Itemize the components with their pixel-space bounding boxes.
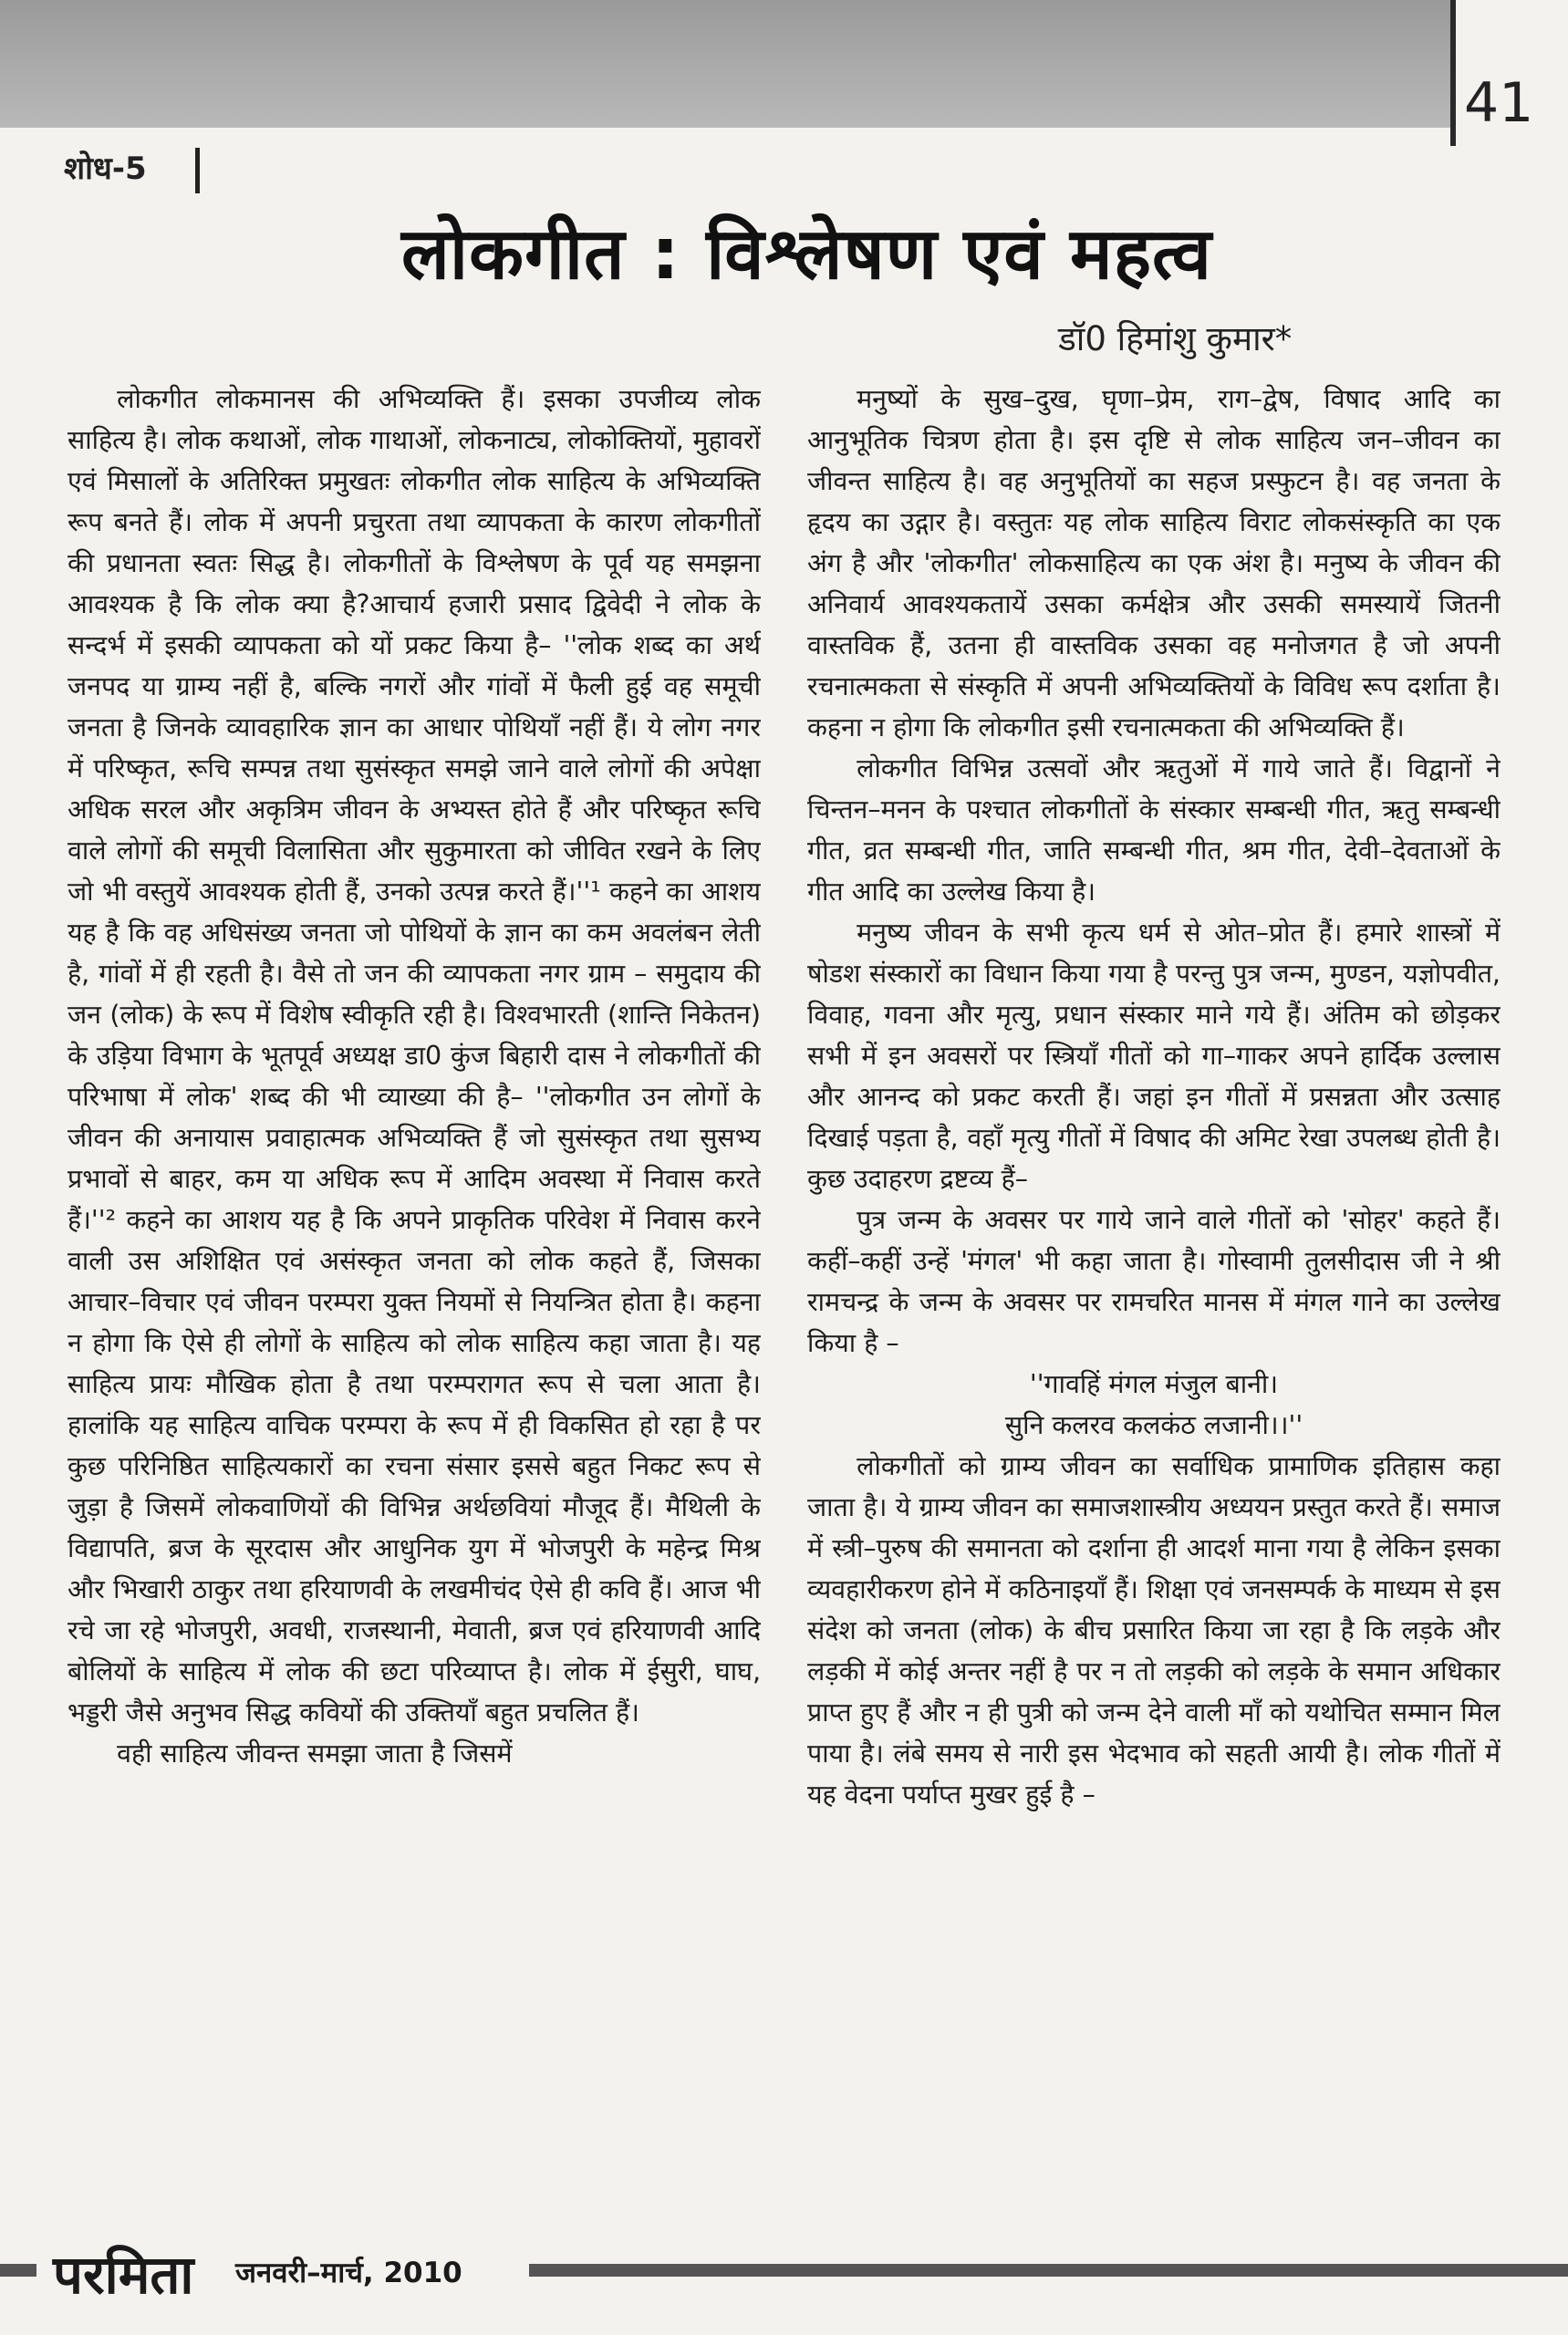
article-title: लोकगीत : विश्लेषण एवं महत्व	[401, 213, 1213, 296]
paragraph: पुत्र जन्म के अवसर पर गाये जाने वाले गीतों को 'सोहर' कहते हैं। कहीं–कहीं उन्हें 'मंगल' भी कहा जाता है। गोस्वामी तुलसीदास जी ने श्री रामचन्द्र के जन्म के अवसर पर रामचरित मानस में मंगल गाने का उल्लेख किया है –	[807, 1205, 1501, 1358]
quote-line: सुनि कलरव कलकंठ लजानी।।''	[1004, 1410, 1303, 1440]
paragraph: लोकगीत विभिन्न उत्सवों और ऋतुओं में गाये जाते हैं। विद्वानों ने चिन्तन–मनन के पश्चात लोकगीतों के संस्कार सम्बन्धी गीत, ऋतु सम्बन्धी गीत, व्रत सम्बन्धी गीत, जाति सम्बन्धी गीत, श्रम गीत, देवी–देवताओं के गीत आदि का उल्लेख किया है।	[807, 753, 1501, 907]
paragraph: मनुष्य जीवन के सभी कृत्य धर्म से ओत–प्रोत हैं। हमारे शास्त्रों में षोडश संस्कारों का विधान किया गया है परन्तु पुत्र जन्म, मुण्डन, यज्ञोपवीत, विवाह, गवना और मृत्यु, प्रधान संस्कार माने गये हैं। अंतिम को छोड़कर सभी में इन अवसरों पर स्त्रियाँ गीतों को गा–गाकर अपने हार्दिक उल्लास और आनन्द को प्रकट करती हैं। जहां इन गीतों में प्रसन्नता और उत्साह दिखाई पड़ता है, वहाँ मृत्यु गीतों में विषाद की अमिट रेखा उपलब्ध होती है। कुछ उदाहरण द्रष्टव्य हैं–	[807, 918, 1501, 1194]
paragraph: लोकगीत लोकमानस की अभिव्यक्ति हैं। इसका उपजीव्य लोक साहित्य है। लोक कथाओं, लोक गाथाओं, लोकनाट्य, लोकोक्तियों, मुहावरों एवं मिसालों के अतिरिक्त प्रमुखतः लोकगीत लोक साहित्य के अभिव्यक्ति रूप बनते हैं। लोक में अपनी प्रचुरता तथा व्यापकता के कारण लोकगीतों की प्रधानता स्वतः सिद्ध है। लोकगीतों के विश्लेषण के पूर्व यह समझना आवश्यक है कि लोक क्या है?आचार्य हजारी प्रसाद द्विवेदी ने लोक के सन्दर्भ में इसकी व्यापकता को यों प्रकट किया है– ''लोक शब्द का अर्थ जनपद या ग्राम्य नहीं है, बल्कि नगरों और गांवों में फैली हुई वह समूची जनता है जिनके व्यावहारिक ज्ञान का आधार पोथियाँ नहीं हैं। ये लोग नगर में परिष्कृत, रूचि सम्पन्न तथा सुसंस्कृत समझे जाने वाले लोगों की अपेक्षा अधिक सरल और अकृत्रिम जीवन के अभ्यस्त होते हैं और परिष्कृत रूचि वाले लोगों की समूची विलासिता और सुकुमारता को जीवित रखने के लिए जो भी वस्तुयें आवश्यक होती हैं, उनको उत्पन्न करते हैं।''¹ कहने का आशय यह है कि वह अधिसंख्य जनता जो पोथियों के ज्ञान का कम अवलंबन लेती है, गांवों में ही रहती है। वैसे तो जन की व्यापकता नगर ग्राम – समुदाय की जन (लोक) के रूप में विशेष स्वीकृति रही है। विश्वभारती (शान्ति निकेतन) के उड़िया विभाग के भूतपूर्व अध्यक्ष डा0 कुंज बिहारी दास ने लोकगीतों की परिभाषा में लोक' शब्द की भी व्याख्या की है– ''लोकगीत उन लोगों के जीवन की अनायास प्रवाहात्मक अभिव्यक्ति हैं जो सुसंस्कृत तथा सुसभ्य प्रभावों से बाहर, कम या अधिक रूप में आदिम अवस्था में निवास करते हैं।''² कहने का आशय यह है कि अपने प्राकृतिक परिवेश में निवास करने वाली उस अशिक्षित एवं असंस्कृत जनता को लोक कहते हैं, जिसका आचार–विचार एवं जीवन परम्परा युक्त नियमों से नियन्त्रित होता है। कहना न होगा कि ऐसे ही लोगों के साहित्य को लोक साहित्य कहा जाता है। यह साहित्य प्रायः मौखिक होता है तथा परम्परागत रूप से चला आता है। हालांकि यह साहित्य वाचिक परम्परा के रूप में ही विकसित हो रहा है पर कुछ परिनिष्ठित साहित्यकारों का रचना संसार इससे बहुत निकट रूप से जुड़ा है जिसमें लोकवाणियों की विभिन्न अर्थछवियां मौजूद हैं। मैथिली के विद्यापति, ब्रज के सूरदास और आधुनिक युग में भोजपुरी के महेन्द्र मिश्र और भिखारी ठाकुर तथा हरियाणवी के लखमीचंद ऐसे ही कवि हैं। आज भी रचे जा रहे भोजपुरी, अवधी, राजस्थानी, मेवाती, ब्रज एवं हरियाणवी आदि बोलियों के साहित्य में लोक की छटा परिव्याप्त है। लोक में ईसुरी, घाघ, भड्डरी जैसे अनुभव सिद्ध कवियों की उक्तियाँ बहुत प्रचलित हैं।	[67, 384, 761, 1728]
issue-date: जनवरी–मार्च, 2010	[235, 2257, 462, 2289]
right-column	[807, 379, 1501, 2203]
quote-line: ''गावहिं मंगल मंजुल बानी।	[1029, 1369, 1279, 1399]
magazine-name: परमिता	[53, 2244, 194, 2306]
section-divider	[195, 148, 200, 193]
page-number: 41	[1464, 71, 1534, 135]
paragraph: मनुष्यों के सुख–दुख, घृणा–प्रेम, राग–द्वेष, विषाद आदि का आनुभूतिक चित्रण होता है। इस दृष्टि से लोक साहित्य जन–जीवन का जीवन्त साहित्य है। वह अनुभूतियों का सहज प्रस्फुटन है। वह जनता के हृदय का उद्गार है। वस्तुतः यह लोक साहित्य विराट लोकसंस्कृति का एक अंग है और 'लोकगीत' लोकसाहित्य का एक अंश है। मनुष्य के जीवन की अनिवार्य आवश्यकतायें उसका कर्मक्षेत्र और उसकी समस्यायें जितनी वास्तविक हैं, उतना ही वास्तविक उसका वह मनोजगत है जो अपनी रचनात्मकता से संस्कृति में अपनी अभिव्यक्तियों के विविध रूप दर्शाता है। कहना न होगा कि लोकगीत इसी रचनात्मकता की अभिव्यक्ति हैं।	[807, 384, 1501, 742]
section-tag: शोध-5	[64, 150, 147, 187]
left-column	[67, 379, 761, 2203]
paragraph: लोकगीतों को ग्राम्य जीवन का सर्वाधिक प्रामाणिक इतिहास कहा जाता है। ये ग्राम्य जीवन का समाजशास्त्रीय अध्ययन प्रस्तुत करते हैं। समाज में स्त्री–पुरुष की समानता को दर्शाना ही आदर्श माना गया है लेकिन इसका व्यवहारीकरण होने में कठिनाइयाँ हैं। शिक्षा एवं जनसम्पर्क के माध्यम से इस संदेश को जनता (लोक) के बीच प्रसारित किया जा रहा है कि लड़के और लड़की में कोई अन्तर नहीं है पर न तो लड़की को लड़के के समान अधिकार प्राप्त हुए हैं और न ही पुत्री को जन्म देने वाली माँ को यथोचित सम्मान मिल पाया है। लंबे समय से नारी इस भेदभाव को सहती आयी है। लोक गीतों में यह वेदना पर्याप्त मुखर हुई है –	[807, 1451, 1501, 1810]
header-divider	[1450, 0, 1456, 146]
author-name: डॉ0 हिमांशु कुमार*	[1058, 319, 1293, 358]
paragraph: वही साहित्य जीवन्त समझा जाता है जिसमें	[117, 1738, 513, 1769]
header-band	[0, 0, 1450, 128]
